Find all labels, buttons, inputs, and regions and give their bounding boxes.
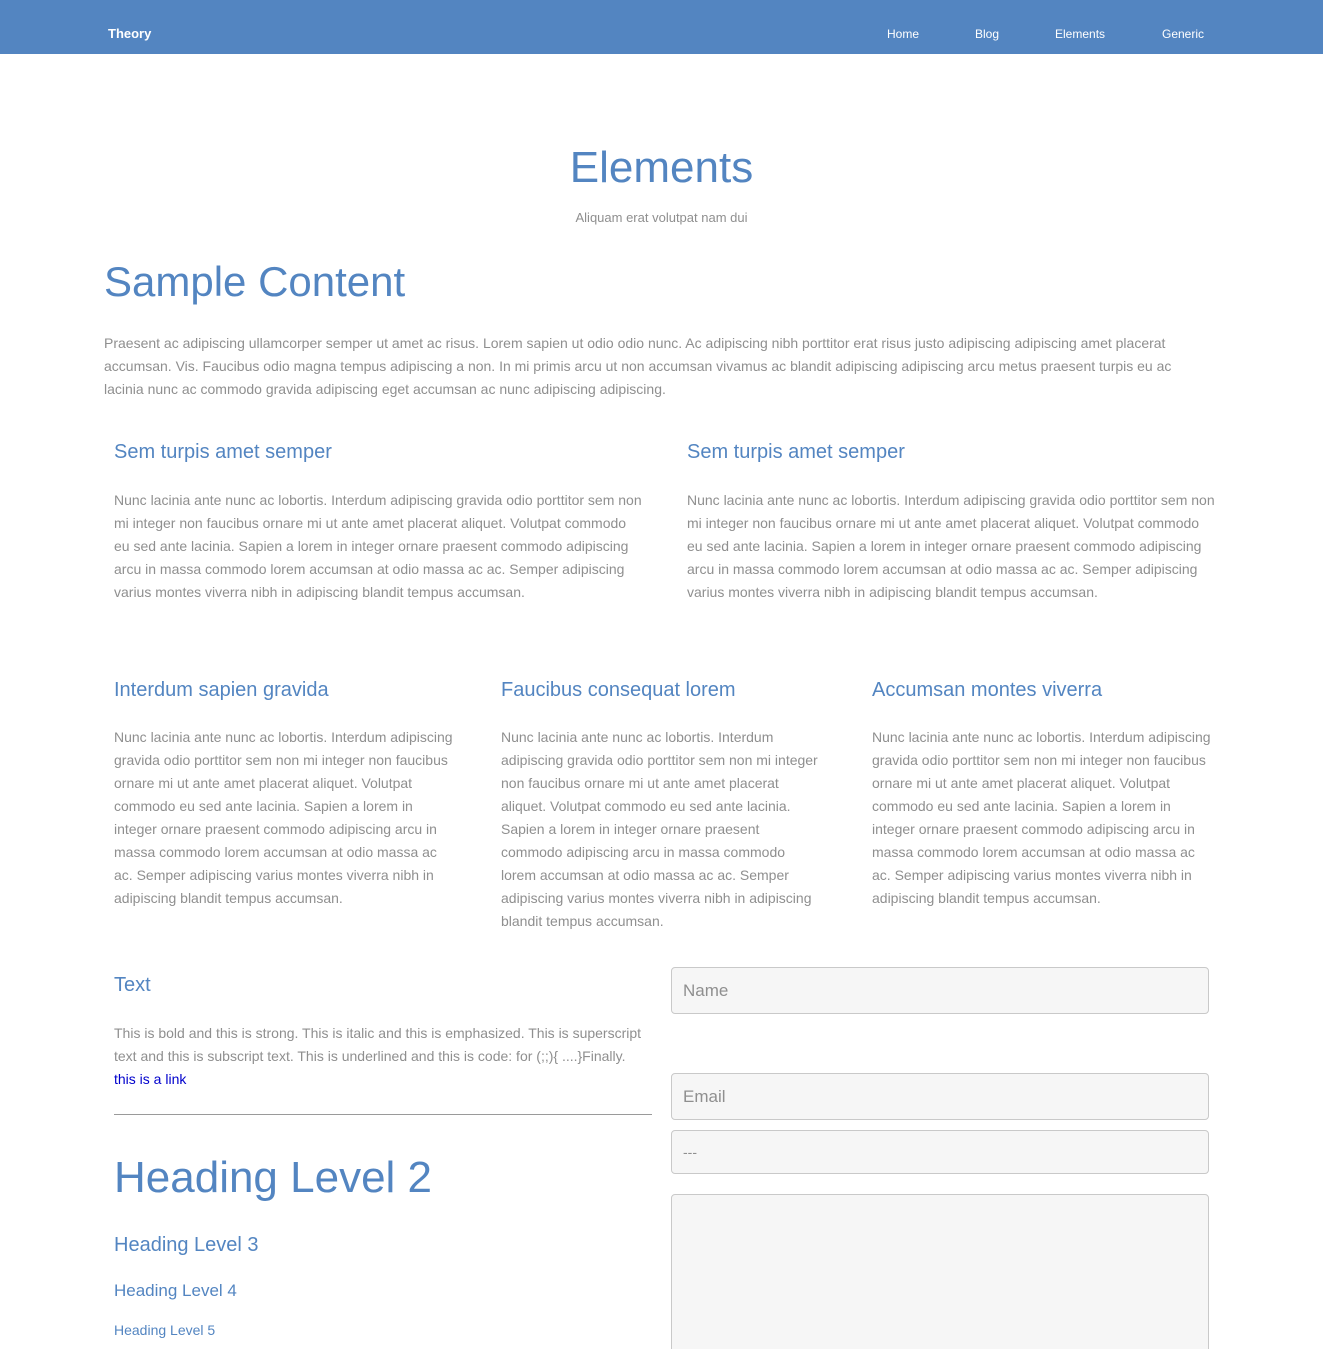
nav-elements[interactable]: Elements <box>1055 27 1106 41</box>
heading-level-2: Heading Level 2 <box>114 1153 433 1202</box>
page-subtitle: Aliquam erat volutpat nam dui <box>575 210 748 225</box>
brand-logo[interactable]: Theory <box>108 26 152 41</box>
three-col-heading-3: Accumsan montes viverra <box>872 679 1103 701</box>
three-col-heading-2: Faucibus consequat lorem <box>501 679 736 701</box>
nav-generic[interactable]: Generic <box>1162 27 1205 41</box>
two-col-body-right: Nunc lacinia ante nunc ac lobortis. Interdum adipiscing gravida odio porttitor sem non mi integer non faucibus ornare mi ut ante amet placerat aliquet. Volutpat commodo eu sed ante lacinia. Sapien a lorem in integer ornare praesent commodo adipiscing arcu in massa commodo lorem accumsan at odio massa ac ac. Semper adipiscing varius montes viverra nibh in adipiscing blandit tempus accumsan. <box>687 492 1215 600</box>
nav-blog[interactable]: Blog <box>975 27 1000 41</box>
category-select[interactable] <box>671 1130 1209 1174</box>
sample-content-heading: Sample Content <box>104 258 406 305</box>
category-select-value: --- <box>683 1144 697 1160</box>
three-col-heading-1: Interdum sapien gravida <box>114 679 329 701</box>
sample-link[interactable]: this is a link <box>114 1071 187 1087</box>
two-col-body-left: Nunc lacinia ante nunc ac lobortis. Interdum adipiscing gravida odio porttitor sem non mi integer non faucibus ornare mi ut ante amet placerat aliquet. Volutpat commodo eu sed ante lacinia. Sapien a lorem in integer ornare praesent commodo adipiscing arcu in massa commodo lorem accumsan at odio massa ac ac. Semper adipiscing varius montes viverra nibh in adipiscing blandit tempus accumsan. <box>114 492 642 600</box>
heading-level-5: Heading Level 5 <box>114 1322 216 1338</box>
text-sample-paragraph: This is bold and this is strong. This is italic and this is emphasized. This is superscript text and this is subscript text. This is underlined and this is code: for (;;){ ....}Finally. <box>114 1025 642 1064</box>
three-col-body-2: Nunc lacinia ante nunc ac lobortis. Interdum adipiscing gravida odio porttitor sem non mi integer non faucibus ornare mi ut ante amet placerat aliquet. Volutpat commodo eu sed ante lacinia. Sapien a lorem in integer ornare praesent commodo adipiscing arcu in massa commodo lorem accumsan at odio massa ac ac. Semper adipiscing varius montes viverra nibh in adipiscing blandit tempus accumsan. <box>501 729 818 929</box>
nav-home[interactable]: Home <box>887 27 920 41</box>
two-col-heading-right: Sem turpis amet semper <box>687 441 905 463</box>
name-input[interactable] <box>671 967 1209 1014</box>
intro-paragraph: Praesent ac adipiscing ullamcorper semper ut amet ac risus. Lorem sapien ut odio odio nunc. Ac adipiscing nibh porttitor erat risus justo adipiscing adipiscing amet placerat accumsan. Vis. Faucibus odio magna tempus adipiscing a non. In mi primis arcu ut non accumsan vivamus ac blandit adipiscing adipiscing arcu metus praesent turpis eu ac lacinia nunc ac commodo gravida adipiscing eget accumsan ac nunc adipiscing adipiscing. <box>104 335 1172 397</box>
text-heading: Text <box>114 974 151 996</box>
page-title: Elements <box>569 143 754 192</box>
email-input[interactable] <box>671 1073 1209 1120</box>
message-textarea[interactable] <box>671 1194 1209 1349</box>
three-col-body-1: Nunc lacinia ante nunc ac lobortis. Interdum adipiscing gravida odio porttitor sem non mi integer non faucibus ornare mi ut ante amet placerat aliquet. Volutpat commodo eu sed ante lacinia. Sapien a lorem in integer ornare praesent commodo adipiscing arcu in massa commodo lorem accumsan at odio massa ac ac. Semper adipiscing varius montes viverra nibh in adipiscing blandit tempus accumsan. <box>114 729 453 906</box>
three-col-body-3: Nunc lacinia ante nunc ac lobortis. Interdum adipiscing gravida odio porttitor sem non mi integer non faucibus ornare mi ut ante amet placerat aliquet. Volutpat commodo eu sed ante lacinia. Sapien a lorem in integer ornare praesent commodo adipiscing arcu in massa commodo lorem accumsan at odio massa ac ac. Semper adipiscing varius montes viverra nibh in adipiscing blandit tempus accumsan. <box>872 729 1211 906</box>
two-col-heading-left: Sem turpis amet semper <box>114 441 332 463</box>
top-navbar <box>0 0 1323 54</box>
text-sample-block <box>114 1022 654 1091</box>
heading-level-3: Heading Level 3 <box>114 1234 259 1256</box>
divider <box>114 1114 652 1115</box>
heading-level-4: Heading Level 4 <box>114 1281 237 1300</box>
